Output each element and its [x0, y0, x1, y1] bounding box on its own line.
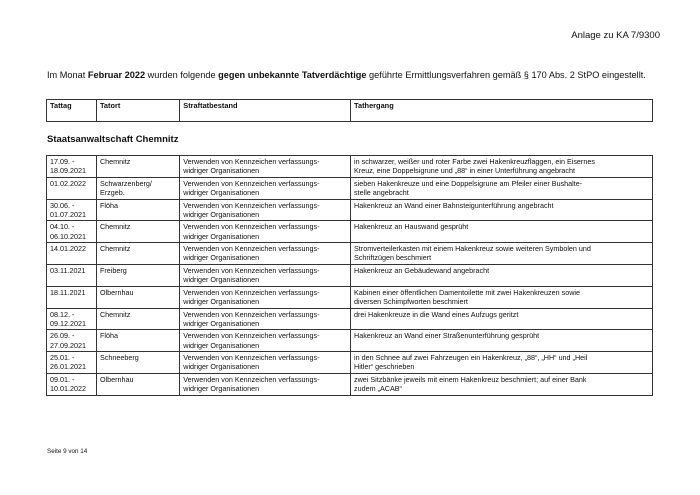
cell-description: zwei Sitzbänke jeweils mit einem Hakenkreuz beschmiert; auf einer Bank zudem „ACAB“ — [351, 373, 653, 395]
table-row — [47, 286, 653, 308]
cell-offense: Verwenden von Kennzeichen verfassungs- widriger Organisationen — [180, 243, 351, 265]
cell-date: 18.11.2021 — [47, 286, 97, 308]
cell-description: Hakenkreuz an Wand einer Straßenunterführung gesprüht — [351, 330, 653, 352]
cell-offense: Verwenden von Kennzeichen verfassungs- widriger Organisationen — [180, 373, 351, 395]
cell-description: Hakenkreuz an Hauswand gesprüht — [351, 221, 653, 243]
intro-post: geführte Ermittlungsverfahren gemäß § 170 Abs. 2 StPO eingestellt. — [366, 70, 646, 80]
intro-emphasis: gegen unbekannte Tatverdächtige — [218, 70, 367, 80]
header-tathergang: Tathergang — [351, 100, 653, 122]
cell-offense: Verwenden von Kennzeichen verfassungs- widriger Organisationen — [180, 156, 351, 178]
cell-offense: Verwenden von Kennzeichen verfassungs- widriger Organisationen — [180, 264, 351, 286]
cell-description: Hakenkreuz an Wand einer Bahnsteigunterführung angebracht — [351, 199, 653, 221]
intro-month: Februar 2022 — [87, 70, 146, 80]
cell-place: Freiberg — [96, 264, 179, 286]
cell-place: Flöha — [96, 330, 179, 352]
cell-date: 25.01. - 26.01.2021 — [47, 352, 97, 374]
cell-place: Chemnitz — [96, 243, 179, 265]
cell-offense: Verwenden von Kennzeichen verfassungs- widriger Organisationen — [180, 308, 351, 330]
cell-description: Hakenkreuz an Gebäudewand angebracht — [351, 264, 653, 286]
table-row — [47, 373, 653, 395]
cell-date: 30.06. - 01.07.2021 — [47, 199, 97, 221]
table-row — [47, 156, 653, 178]
annex-label: Anlage zu KA 7/9300 — [571, 30, 660, 41]
table-row — [47, 243, 653, 265]
cell-offense: Verwenden von Kennzeichen verfassungs- widriger Organisationen — [180, 352, 351, 374]
cell-place: Flöha — [96, 199, 179, 221]
cell-place: Chemnitz — [96, 156, 179, 178]
cell-date: 01.02.2022 — [47, 177, 97, 199]
cell-date: 03.11.2021 — [47, 264, 97, 286]
cell-date: 04.10. - 06.10.2021 — [47, 221, 97, 243]
table-row — [47, 308, 653, 330]
intro-paragraph — [47, 70, 677, 80]
cell-offense: Verwenden von Kennzeichen verfassungs- widriger Organisationen — [180, 177, 351, 199]
cell-offense: Verwenden von Kennzeichen verfassungs- widriger Organisationen — [180, 221, 351, 243]
cell-date: 17.09. - 18.09.2021 — [47, 156, 97, 178]
table-row — [47, 352, 653, 374]
header-table — [46, 99, 653, 122]
cell-offense: Verwenden von Kennzeichen verfassungs- widriger Organisationen — [180, 286, 351, 308]
header-tatort: Tatort — [96, 100, 179, 122]
cell-description: in schwarzer, weißer und roter Farbe zwei Hakenkreuzflaggen, ein Eisernes Kreuz, eine Doppelsigrune und „88“ in einer Unterführung angebracht — [351, 156, 653, 178]
cell-date: 26.09. - 27.09.2021 — [47, 330, 97, 352]
cell-description: Kabinen einer öffentlichen Damentoilette mit zwei Hakenkreuzen sowie diversen Schimpfworten beschmiert — [351, 286, 653, 308]
cell-offense: Verwenden von Kennzeichen verfassungs- widriger Organisationen — [180, 330, 351, 352]
cell-place: Olbernhau — [96, 373, 179, 395]
cell-offense: Verwenden von Kennzeichen verfassungs- widriger Organisationen — [180, 199, 351, 221]
cell-date: 08.12. - 09.12.2021 — [47, 308, 97, 330]
table-row — [47, 264, 653, 286]
cell-description: Stromverteilerkasten mit einem Hakenkreuz sowie weiteren Symbolen und Schriftzügen beschmiert — [351, 243, 653, 265]
cell-description: in den Schnee auf zwei Fahrzeugen ein Hakenkreuz, „88“, „HH“ und „Heil Hitler“ geschrieben — [351, 352, 653, 374]
section-title: Staatsanwaltschaft Chemnitz — [47, 134, 179, 145]
cell-date: 09.01. - 10.01.2022 — [47, 373, 97, 395]
cell-date: 14.01.2022 — [47, 243, 97, 265]
header-row — [47, 100, 653, 122]
table-row — [47, 330, 653, 352]
table-row — [47, 199, 653, 221]
table-row — [47, 177, 653, 199]
cell-description: drei Hakenkreuze in die Wand eines Aufzugs geritzt — [351, 308, 653, 330]
cell-place: Schneeberg — [96, 352, 179, 374]
cell-place: Schwarzenberg/ Erzgeb. — [96, 177, 179, 199]
header-straftatbestand: Straftatbestand — [180, 100, 351, 122]
table-row — [47, 221, 653, 243]
cell-place: Olbernhau — [96, 286, 179, 308]
cell-place: Chemnitz — [96, 308, 179, 330]
page-footer: Seite 9 von 14 — [47, 448, 88, 455]
cases-table — [46, 155, 653, 396]
header-tattag: Tattag — [47, 100, 97, 122]
cell-place: Chemnitz — [96, 221, 179, 243]
intro-pre: Im Monat — [47, 70, 88, 80]
cell-description: sieben Hakenkreuze und eine Doppelsigrune am Pfeiler einer Bushalte- stelle angebracht — [351, 177, 653, 199]
intro-mid: wurden folgende — [145, 70, 219, 80]
